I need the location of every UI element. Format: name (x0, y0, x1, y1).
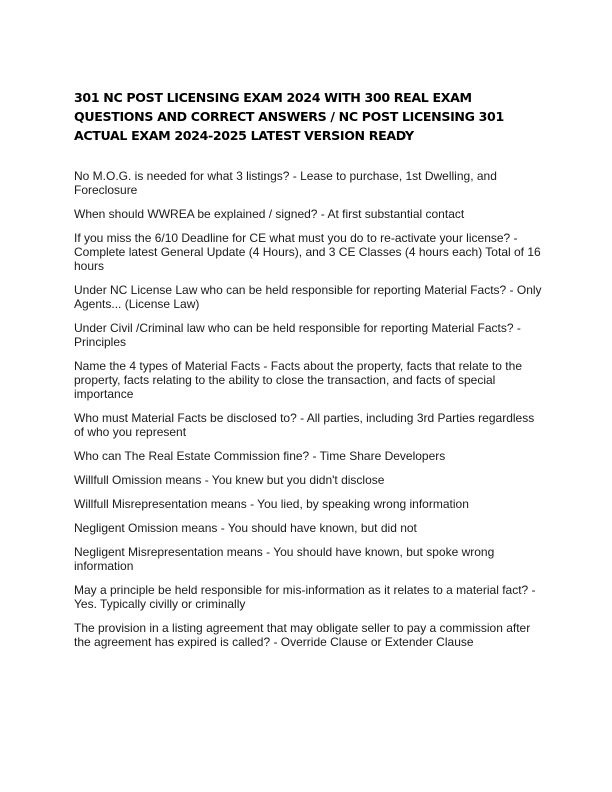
qa-item: Negligent Omission means - You should have known, but did not (74, 521, 417, 535)
document-title: 301 NC POST LICENSING EXAM 2024 WITH 300 REAL EXAM QUESTIONS AND CORRECT ANSWERS / NC POST LICENSING 301 ACTUAL EXAM 2024-2025 LATEST VERSION READY (74, 90, 504, 143)
qa-item: Willfull Omission means - You knew but you didn't disclose (74, 473, 385, 487)
qa-item: When should WWREA be explained / signed? - At first substantial contact (74, 207, 465, 221)
qa-item: Name the 4 types of Material Facts - Facts about the property, facts that relate to the property, facts relating to the ability to close the transaction, and facts of special importance (74, 359, 522, 401)
qa-item: May a principle be held responsible for mis-information as it relates to a material fact? - Yes. Typically civilly or criminally (74, 583, 536, 611)
qa-item: No M.O.G. is needed for what 3 listings? - Lease to purchase, 1st Dwelling, and Foreclosure (74, 169, 497, 197)
qa-item: Under NC License Law who can be held responsible for reporting Material Facts? - Only Agents... (License Law) (74, 283, 542, 311)
qa-item: Willfull Misrepresentation means - You lied, by speaking wrong information (74, 497, 469, 511)
question-answer-list (74, 169, 544, 659)
qa-item: Who can The Real Estate Commission fine? - Time Share Developers (74, 449, 446, 463)
qa-item: Negligent Misrepresentation means - You should have known, but spoke wrong information (74, 545, 495, 573)
qa-item: If you miss the 6/10 Deadline for CE what must you do to re-activate your license? - Complete latest General Update (4 Hours), and 3 CE Classes (4 hours each) Total of 16 hours (74, 231, 541, 273)
qa-item: Under Civil /Criminal law who can be held responsible for reporting Material Facts? - Principles (74, 321, 521, 349)
qa-item: Who must Material Facts be disclosed to? - All parties, including 3rd Parties regardless of who you represent (74, 411, 535, 439)
qa-item: The provision in a listing agreement that may obligate seller to pay a commission after the agreement has expired is called? - Override Clause or Extender Clause (74, 621, 531, 649)
